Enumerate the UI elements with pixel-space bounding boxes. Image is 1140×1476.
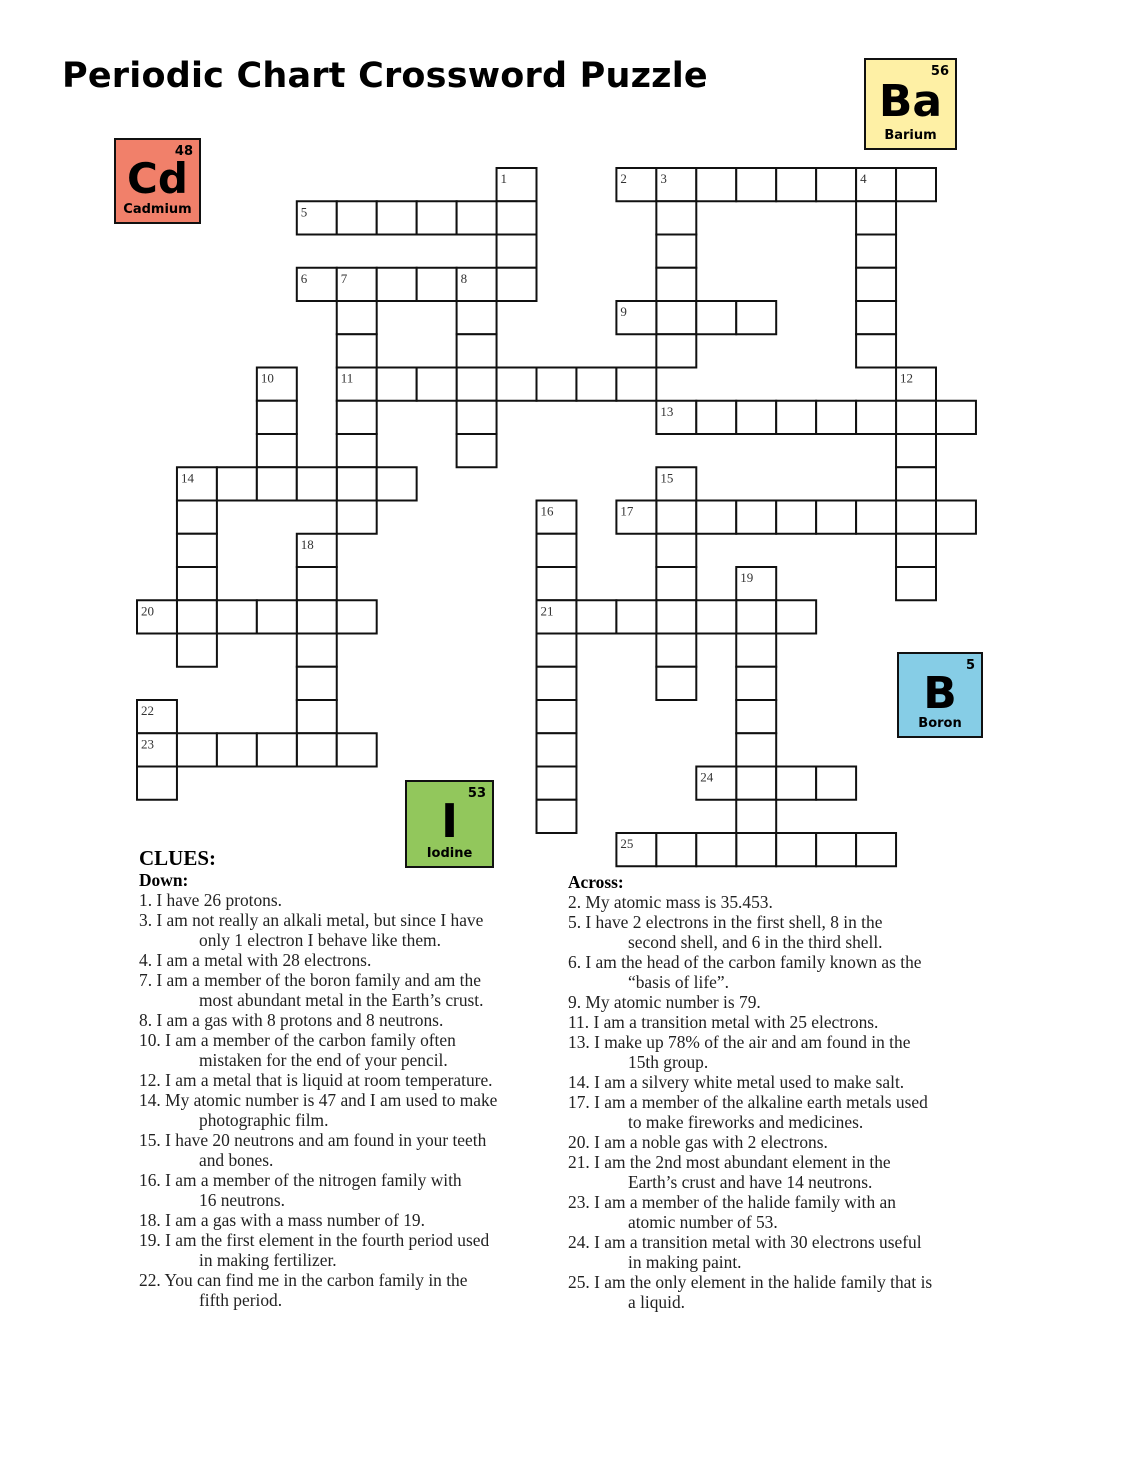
- cell-number: 24: [700, 769, 714, 785]
- grid-cell[interactable]: [337, 733, 377, 766]
- cell-number: 2: [620, 171, 627, 186]
- grid-cell[interactable]: [736, 600, 776, 633]
- clue-number: 23.: [568, 1192, 590, 1212]
- grid-cell[interactable]: [337, 334, 377, 367]
- grid-cell[interactable]: [736, 767, 776, 800]
- clue-text: I am the head of the carbon family known as the: [585, 952, 922, 972]
- grid-cell[interactable]: [177, 567, 217, 600]
- grid-cell[interactable]: [417, 368, 457, 401]
- across-clue: [568, 892, 932, 912]
- across-clue: [568, 1232, 932, 1272]
- cell-number: 9: [620, 304, 627, 319]
- clue-number: 10.: [139, 1030, 161, 1050]
- clues-heading: CLUES:: [139, 846, 217, 870]
- clue-text: mistaken for the end of your pencil.: [199, 1050, 448, 1070]
- clue-text: I am a silvery white metal used to make salt.: [594, 1072, 905, 1092]
- clue-number: 16.: [139, 1170, 161, 1190]
- grid-cell[interactable]: [377, 201, 417, 234]
- grid-cell[interactable]: [816, 168, 856, 201]
- grid-cell[interactable]: [297, 634, 337, 667]
- grid-cell[interactable]: [696, 501, 736, 534]
- grid-cell[interactable]: [337, 401, 377, 434]
- grid-cell[interactable]: [936, 401, 976, 434]
- down-clue: [139, 1010, 497, 1030]
- grid-cell[interactable]: [856, 201, 896, 234]
- element-name: Boron: [918, 716, 962, 731]
- grid-cell[interactable]: [736, 667, 776, 700]
- grid-cell[interactable]: [457, 401, 497, 434]
- grid-cell[interactable]: [656, 534, 696, 567]
- cell-number: 14: [180, 470, 194, 486]
- grid-cell[interactable]: [736, 733, 776, 766]
- clue-text: second shell, and 6 in the third shell.: [628, 932, 883, 952]
- grid-cell[interactable]: [736, 401, 776, 434]
- across-clue: [568, 952, 932, 992]
- grid-cell[interactable]: [856, 401, 896, 434]
- grid-cell[interactable]: [936, 501, 976, 534]
- down-clue: [139, 910, 497, 950]
- cell-number: 5: [300, 204, 308, 220]
- grid-cell[interactable]: [297, 567, 337, 600]
- grid-cell[interactable]: [696, 833, 736, 866]
- grid-cell[interactable]: [257, 434, 297, 467]
- clue-number: 21.: [568, 1152, 590, 1172]
- grid-cell[interactable]: [537, 667, 577, 700]
- clue-number: 25.: [568, 1272, 590, 1292]
- grid-cell[interactable]: [856, 334, 896, 367]
- clue-number: 2.: [568, 892, 582, 912]
- clue-text: I make up 78% of the air and am found in the: [594, 1032, 911, 1052]
- clue-text: You can find me in the carbon family in the: [164, 1270, 468, 1290]
- grid-cell[interactable]: [497, 368, 537, 401]
- clue-number: 14.: [568, 1072, 590, 1092]
- grid-cell[interactable]: [537, 767, 577, 800]
- cell-number: 20: [141, 603, 154, 619]
- clue-text: I am the first element in the fourth period used: [165, 1230, 490, 1250]
- grid-cell[interactable]: [377, 368, 417, 401]
- grid-cell[interactable]: [776, 168, 816, 201]
- clue-text: My atomic mass is 35.453.: [585, 892, 773, 912]
- grid-cell[interactable]: [497, 268, 537, 301]
- clue-text: I am a member of the nitrogen family with: [165, 1170, 462, 1190]
- grid-cell[interactable]: [656, 567, 696, 600]
- grid-cell[interactable]: [457, 201, 497, 234]
- cell-number: 12: [900, 370, 914, 386]
- across-clue: [568, 1132, 932, 1152]
- clue-number: 6.: [568, 952, 582, 972]
- grid-cell[interactable]: [896, 501, 936, 534]
- clue-text: fifth period.: [199, 1290, 283, 1310]
- page-title: Periodic Chart Crossword Puzzle: [62, 56, 708, 96]
- across-clue: [568, 1092, 932, 1132]
- grid-cell[interactable]: [896, 401, 936, 434]
- grid-cell[interactable]: [736, 301, 776, 334]
- clue-number: 14.: [139, 1090, 161, 1110]
- grid-cell[interactable]: [856, 235, 896, 268]
- clue-text: My atomic number is 47 and I am used to make: [165, 1090, 498, 1110]
- clue-number: 1.: [139, 890, 153, 910]
- grid-cell[interactable]: [297, 667, 337, 700]
- down-clue: [139, 1070, 497, 1090]
- grid-cell[interactable]: [337, 301, 377, 334]
- clue-text: I am a member of the carbon family often: [165, 1030, 456, 1050]
- clue-text: “basis of life”.: [628, 972, 729, 992]
- across-clue: [568, 1152, 932, 1192]
- clue-number: 19.: [139, 1230, 161, 1250]
- cell-number: 11: [340, 370, 354, 386]
- grid-cell[interactable]: [776, 600, 816, 633]
- grid-cell[interactable]: [537, 534, 577, 567]
- down-clue: [139, 1210, 497, 1230]
- down-clue: [139, 1230, 497, 1270]
- grid-cell[interactable]: [856, 301, 896, 334]
- grid-cell[interactable]: [736, 833, 776, 866]
- grid-cell[interactable]: [337, 501, 377, 534]
- grid-cell[interactable]: [537, 700, 577, 733]
- grid-cell[interactable]: [616, 600, 656, 633]
- grid-cell[interactable]: [377, 467, 417, 500]
- down-clue: [139, 1090, 497, 1130]
- clue-text: I have 2 electrons in the first shell, 8 in the: [585, 912, 883, 932]
- clue-text: I am a gas with 8 protons and 8 neutrons.: [156, 1010, 444, 1030]
- grid-cell[interactable]: [656, 235, 696, 268]
- grid-cell[interactable]: [656, 201, 696, 234]
- clue-text: in making paint.: [628, 1252, 742, 1272]
- clue-number: 3.: [139, 910, 153, 930]
- grid-cell[interactable]: [337, 600, 377, 633]
- down-clue: [139, 1030, 497, 1070]
- grid-cell[interactable]: [736, 700, 776, 733]
- cell-number: 7: [340, 270, 348, 286]
- element-name: Barium: [884, 128, 937, 143]
- grid-cell[interactable]: [576, 600, 616, 633]
- clue-number: 7.: [139, 970, 153, 990]
- grid-cell[interactable]: [816, 833, 856, 866]
- grid-cell[interactable]: [776, 501, 816, 534]
- grid-cell[interactable]: [736, 501, 776, 534]
- cell-number: 8: [460, 270, 468, 286]
- clue-text: I am a noble gas with 2 electrons.: [594, 1132, 828, 1152]
- clue-number: 9.: [568, 992, 582, 1012]
- clue-text: 15th group.: [628, 1052, 709, 1072]
- clue-number: 8.: [139, 1010, 153, 1030]
- clue-text: I am a member of the boron family and am the: [156, 970, 481, 990]
- grid-cell[interactable]: [297, 700, 337, 733]
- grid-cell[interactable]: [297, 600, 337, 633]
- across-clue: [568, 1012, 932, 1032]
- clue-number: 11.: [568, 1012, 590, 1032]
- grid-cell[interactable]: [297, 467, 337, 500]
- grid-cell[interactable]: [457, 368, 497, 401]
- atomic-number: 5: [965, 658, 975, 673]
- grid-cell[interactable]: [656, 301, 696, 334]
- clue-text: I am a member of the halide family with an: [594, 1192, 896, 1212]
- across-clue: [568, 1272, 932, 1312]
- clue-number: 13.: [568, 1032, 590, 1052]
- cell-number: 18: [300, 536, 314, 552]
- grid-cell[interactable]: [656, 600, 696, 633]
- grid-cell[interactable]: [217, 733, 257, 766]
- clue-text: in making fertilizer.: [199, 1250, 337, 1270]
- clue-number: 12.: [139, 1070, 161, 1090]
- cell-number: 16: [540, 503, 554, 519]
- grid-cell[interactable]: [537, 634, 577, 667]
- grid-cell[interactable]: [457, 301, 497, 334]
- clue-number: 22.: [139, 1270, 161, 1290]
- atomic-number: 53: [467, 786, 486, 801]
- clue-text: I am a metal with 28 electrons.: [156, 950, 372, 970]
- down-heading: Down:: [139, 870, 189, 890]
- grid-cell[interactable]: [417, 201, 457, 234]
- grid-cell[interactable]: [537, 733, 577, 766]
- clue-number: 24.: [568, 1232, 590, 1252]
- cell-number: 3: [660, 171, 667, 186]
- clue-text: I am a member of the alkaline earth metals used: [594, 1092, 928, 1112]
- grid-cell[interactable]: [736, 168, 776, 201]
- clue-text: I am not really an alkali metal, but since I have: [156, 910, 484, 930]
- grid-cell[interactable]: [776, 833, 816, 866]
- down-clue: [139, 1170, 497, 1210]
- grid-cell[interactable]: [896, 467, 936, 500]
- element-name: Cadmium: [123, 202, 192, 217]
- atomic-number: 48: [174, 144, 193, 159]
- clue-text: I am a transition metal with 30 electrons useful: [594, 1232, 922, 1252]
- grid-cell[interactable]: [377, 268, 417, 301]
- cell-number: 6: [300, 270, 308, 286]
- grid-cell[interactable]: [656, 268, 696, 301]
- grid-cell[interactable]: [896, 534, 936, 567]
- grid-cell[interactable]: [856, 268, 896, 301]
- element-symbol: Ba: [878, 76, 943, 127]
- across-clue: [568, 1072, 932, 1092]
- grid-cell[interactable]: [137, 767, 177, 800]
- grid-cell[interactable]: [217, 467, 257, 500]
- grid-cell[interactable]: [497, 201, 537, 234]
- cell-number: 17: [620, 503, 634, 519]
- grid-cell[interactable]: [576, 368, 616, 401]
- down-clue: [139, 1270, 497, 1310]
- grid-cell[interactable]: [177, 501, 217, 534]
- clue-number: 4.: [139, 950, 153, 970]
- grid-cell[interactable]: [896, 168, 936, 201]
- clue-text: My atomic number is 79.: [585, 992, 761, 1012]
- across-clues: [568, 872, 932, 1312]
- element-symbol: B: [923, 668, 957, 719]
- grid-cell[interactable]: [816, 401, 856, 434]
- grid-cell[interactable]: [257, 600, 297, 633]
- grid-cell[interactable]: [856, 501, 896, 534]
- grid-cell[interactable]: [257, 467, 297, 500]
- clue-number: 18.: [139, 1210, 161, 1230]
- clue-text: I have 26 protons.: [156, 890, 282, 910]
- clue-text: I am the only element in the halide family that is: [594, 1272, 933, 1292]
- clue-text: photographic film.: [199, 1110, 329, 1130]
- grid-cell[interactable]: [856, 833, 896, 866]
- grid-cell[interactable]: [776, 767, 816, 800]
- grid-cell[interactable]: [696, 168, 736, 201]
- cell-number: 22: [141, 703, 154, 718]
- grid-cell[interactable]: [257, 401, 297, 434]
- clue-number: 5.: [568, 912, 582, 932]
- grid-cell[interactable]: [297, 733, 337, 766]
- clue-text: 16 neutrons.: [199, 1190, 285, 1210]
- clue-text: Earth’s crust and have 14 neutrons.: [628, 1172, 873, 1192]
- grid-cell[interactable]: [736, 800, 776, 833]
- grid-cell[interactable]: [217, 600, 257, 633]
- grid-cell[interactable]: [537, 368, 577, 401]
- grid-cell[interactable]: [457, 434, 497, 467]
- grid-cell[interactable]: [816, 501, 856, 534]
- clue-text: to make fireworks and medicines.: [628, 1112, 864, 1132]
- grid-cell[interactable]: [177, 534, 217, 567]
- grid-cell[interactable]: [696, 600, 736, 633]
- across-clue: [568, 1032, 932, 1072]
- clue-number: 15.: [139, 1130, 161, 1150]
- grid-cell[interactable]: [896, 434, 936, 467]
- clue-text: atomic number of 53.: [628, 1212, 778, 1232]
- grid-cell[interactable]: [696, 301, 736, 334]
- cell-number: 1: [500, 171, 508, 186]
- cell-number: 23: [141, 736, 154, 752]
- grid-cell[interactable]: [656, 334, 696, 367]
- grid-cell[interactable]: [616, 368, 656, 401]
- clue-number: 17.: [568, 1092, 590, 1112]
- grid-cell[interactable]: [696, 401, 736, 434]
- cell-number: 21: [540, 603, 554, 619]
- clue-text: I am the 2nd most abundant element in the: [594, 1152, 891, 1172]
- cell-number: 10: [260, 370, 274, 386]
- grid-cell[interactable]: [656, 667, 696, 700]
- down-clues: [139, 870, 497, 1310]
- across-clue: [568, 912, 932, 952]
- grid-cell[interactable]: [656, 501, 696, 534]
- grid-cell[interactable]: [457, 334, 497, 367]
- grid-cell[interactable]: [177, 600, 217, 633]
- grid-cell[interactable]: [537, 567, 577, 600]
- grid-cell[interactable]: [537, 800, 577, 833]
- cell-number: 25: [620, 836, 634, 851]
- clue-text: I am a metal that is liquid at room temperature.: [165, 1070, 493, 1090]
- across-heading: Across:: [568, 872, 624, 892]
- grid-cell[interactable]: [257, 733, 297, 766]
- clue-text: I am a transition metal with 25 electrons.: [593, 1012, 879, 1032]
- clue-text: a liquid.: [628, 1292, 685, 1312]
- grid-cell[interactable]: [656, 634, 696, 667]
- grid-cell[interactable]: [776, 401, 816, 434]
- clue-text: most abundant metal in the Earth’s crust.: [199, 990, 484, 1010]
- clue-text: only 1 electron I behave like them.: [199, 930, 441, 950]
- grid-cell[interactable]: [896, 567, 936, 600]
- clue-text: I am a gas with a mass number of 19.: [165, 1210, 425, 1230]
- grid-cell[interactable]: [177, 733, 217, 766]
- grid-cell[interactable]: [417, 268, 457, 301]
- grid-cell[interactable]: [177, 634, 217, 667]
- grid-cell[interactable]: [337, 434, 377, 467]
- cell-number: 13: [660, 403, 674, 419]
- element-symbol: I: [440, 794, 459, 848]
- down-clue: [139, 890, 497, 910]
- grid-cell[interactable]: [337, 201, 377, 234]
- grid-cell[interactable]: [736, 634, 776, 667]
- element-symbol: Cd: [127, 154, 188, 203]
- clue-text: I have 20 neutrons and am found in your teeth: [165, 1130, 487, 1150]
- cell-number: 4: [860, 171, 867, 186]
- cell-number: 19: [740, 570, 754, 585]
- grid-cell[interactable]: [337, 467, 377, 500]
- clue-text: and bones.: [199, 1150, 274, 1170]
- element-name: Iodine: [426, 846, 473, 861]
- grid-cell[interactable]: [656, 833, 696, 866]
- grid-cell[interactable]: [816, 767, 856, 800]
- clue-number: 20.: [568, 1132, 590, 1152]
- down-clue: [139, 1130, 497, 1170]
- down-clue: [139, 970, 497, 1010]
- across-clue: [568, 992, 932, 1012]
- atomic-number: 56: [930, 64, 949, 79]
- across-clue: [568, 1192, 932, 1232]
- grid-cell[interactable]: [497, 235, 537, 268]
- cell-number: 15: [660, 470, 674, 486]
- down-clue: [139, 950, 497, 970]
